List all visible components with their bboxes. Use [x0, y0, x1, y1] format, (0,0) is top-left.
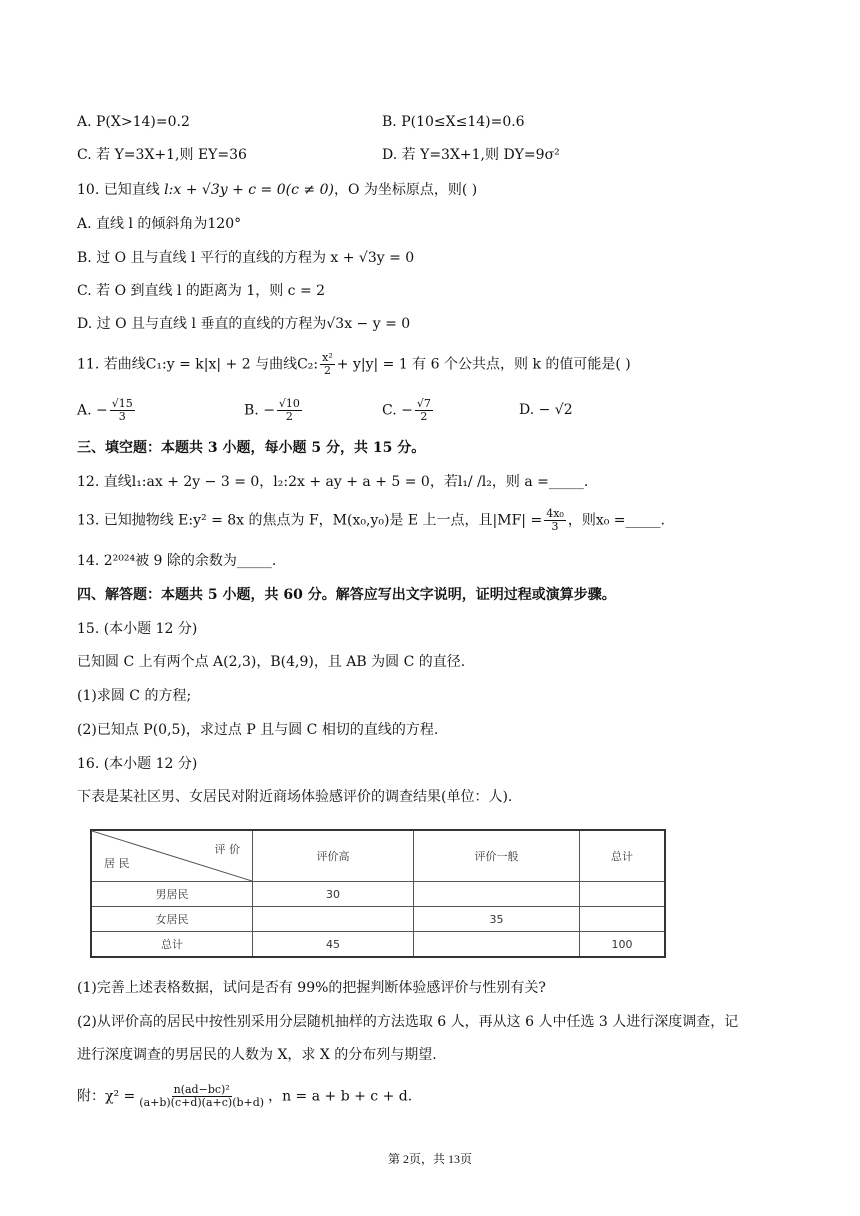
q11-frac-den: 2 [323, 364, 331, 377]
table-cell: 45 [253, 932, 414, 958]
q11-option-a-frac [110, 398, 135, 423]
table-corner-cell [91, 830, 253, 882]
q10-option-c: C. 若 O 到直线 l 的距离为 1，则 c = 2 [77, 283, 326, 299]
q11-option-c [382, 398, 435, 423]
page-footer: 第 2页，共 13页 [387, 1152, 472, 1166]
q11-option-b-label: B. − [244, 402, 275, 419]
q11-option-c-frac [415, 398, 433, 423]
q15-stem: 已知圆 C 上有两个点 A(2,3)，B(4,9)，且 AB 为圆 C 的直径. [77, 654, 466, 670]
q16-head: 16. (本小题 12 分) [77, 756, 198, 772]
table-header: 评价高 [253, 830, 414, 882]
q11-option-c-label: C. − [382, 402, 413, 419]
table-cell [580, 882, 666, 907]
q13 [77, 508, 665, 533]
q11-option-a-den: 3 [118, 410, 126, 423]
q13-prefix: 13. 已知抛物线 E:y² = 8x 的焦点为 F，M(x₀,y₀)是 E 上一点，且|MF| = [77, 512, 543, 529]
q11-option-b [244, 398, 304, 423]
table-row [91, 882, 665, 907]
survey-table [90, 829, 666, 958]
q16-appendix [77, 1084, 412, 1109]
row-label: 总计 [91, 932, 253, 958]
q9-option-a: A. P(X>14)=0.2 [77, 114, 190, 130]
table-row [91, 907, 665, 932]
q11-option-b-den: 2 [285, 410, 293, 423]
q10-stem [77, 180, 477, 200]
q10-option-b: B. 过 O 且与直线 l 平行的直线的方程为 x + √3y = 0 [77, 250, 415, 266]
q16-part2a: (2)从评价高的居民中按性别采用分层随机抽样的方法选取 6 人，再从这 6 人中任选 3 人进行深度调查，记 [77, 1014, 739, 1030]
q10-option-d: D. 过 O 且与直线 l 垂直的直线的方程为√3x − y = 0 [77, 316, 411, 332]
q13-suffix: ，则x₀ =_____. [567, 512, 665, 529]
row-label: 男居民 [91, 882, 253, 907]
section-fill-in-heading: 三、填空题：本题共 3 小题，每小题 5 分，共 15 分。 [77, 440, 426, 456]
q16-part1: (1)完善上述表格数据，试问是否有 99%的把握判断体验感评价与性别有关? [77, 980, 546, 996]
appendix-prefix: 附：χ² = [77, 1088, 136, 1105]
q13-fraction [544, 508, 566, 533]
q15-part2: (2)已知点 P(0,5)，求过点 P 且与圆 C 相切的直线的方程. [77, 722, 439, 738]
q11-fraction [320, 352, 335, 377]
q10-option-a: A. 直线 l 的倾斜角为120° [77, 216, 242, 232]
table-cell [580, 907, 666, 932]
q11-frac-num: x² [322, 351, 333, 364]
q11-option-b-frac [277, 398, 302, 423]
q11-option-d: D. − √2 [519, 402, 573, 418]
q11-option-b-num: √10 [278, 397, 300, 410]
chi-square-den: (a+b)(c+d)(a+c)(b+d) [139, 1096, 265, 1109]
q9-option-c: C. 若 Y=3X+1,则 EY=36 [77, 147, 247, 163]
q11-stem-b: + y|y| = 1 有 6 个公共点，则 k 的值可能是( ) [336, 356, 631, 373]
q11-option-c-num: √7 [416, 397, 431, 410]
table-row [91, 932, 665, 958]
table-cell [414, 882, 580, 907]
table-cell [414, 932, 580, 958]
q10-stem-suffix: ，O 为坐标原点，则( ) [333, 182, 478, 198]
section-answer-heading: 四、解答题：本题共 5 小题，共 60 分。解答应写出文字说明，证明过程或演算步骤。 [77, 587, 616, 603]
q11-option-a-num: √15 [111, 397, 133, 410]
table-header: 评价一般 [414, 830, 580, 882]
q11-stem [77, 352, 631, 377]
q10-stem-eq: l:x + √3y + c = 0(c ≠ 0) [164, 182, 334, 198]
table-cell: 30 [253, 882, 414, 907]
q15-part1: (1)求圆 C 的方程; [77, 688, 192, 704]
table-header: 总计 [580, 830, 666, 882]
chi-square-num: n(ad−bc)² [173, 1083, 230, 1096]
table-cell [253, 907, 414, 932]
q11-option-a-label: A. − [77, 402, 108, 419]
q16-part2b: 进行深度调查的男居民的人数为 X，求 X 的分布列与期望. [77, 1047, 437, 1063]
q12: 12. 直线l₁:ax + 2y − 3 = 0，l₂:2x + ay + a + 5 = 0，若l₁/ /l₂，则 a =_____. [77, 474, 589, 490]
q15-head: 15. (本小题 12 分) [77, 621, 198, 637]
table-cell: 35 [414, 907, 580, 932]
row-label: 女居民 [91, 907, 253, 932]
corner-bottom-label: 居 民 [104, 857, 130, 870]
q11-option-c-den: 2 [420, 410, 428, 423]
q9-option-b: B. P(10≤X≤14)=0.6 [382, 114, 525, 130]
table-cell: 100 [580, 932, 666, 958]
q9-option-d: D. 若 Y=3X+1,则 DY=9σ² [382, 147, 560, 163]
q14: 14. 2²⁰²⁴被 9 除的余数为_____. [77, 553, 277, 569]
appendix-suffix: ，n = a + b + c + d. [268, 1088, 413, 1105]
chi-square-fraction [137, 1084, 266, 1109]
q13-frac-num: 4x₀ [546, 507, 564, 520]
q16-stem: 下表是某社区男、女居民对附近商场体验感评价的调查结果(单位：人). [77, 789, 513, 805]
q13-frac-den: 3 [551, 520, 559, 533]
q11-stem-a: 11. 若曲线C₁:y = k|x| + 2 与曲线C₂: [77, 356, 319, 373]
q10-stem-prefix: 10. 已知直线 [77, 182, 165, 198]
q11-option-a [77, 398, 137, 423]
corner-top-label: 评 价 [214, 843, 240, 856]
